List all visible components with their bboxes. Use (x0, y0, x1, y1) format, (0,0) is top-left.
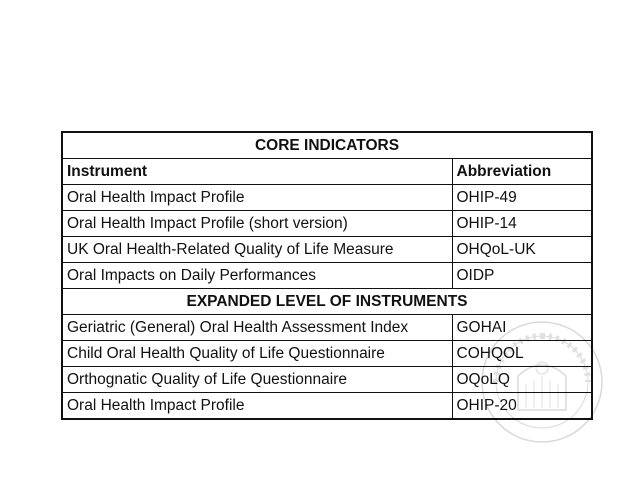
column-header-row (62, 159, 592, 185)
instrument-cell: Oral Health Impact Profile (62, 185, 452, 211)
instrument-cell: UK Oral Health-Related Quality of Life Measure (62, 237, 452, 263)
instrument-column-header: Instrument (62, 159, 452, 185)
expanded-level-title-row (62, 289, 592, 315)
core-indicators-title-row (62, 132, 592, 159)
expanded-level-title: EXPANDED LEVEL OF INSTRUMENTS (62, 289, 592, 315)
core-indicators-title: CORE INDICATORS (62, 132, 592, 159)
abbreviation-cell: GOHAI (452, 315, 592, 341)
instruments-table (61, 131, 593, 420)
abbreviation-cell: OQoLQ (452, 367, 592, 393)
instrument-cell: Oral Health Impact Profile (62, 393, 452, 420)
instrument-cell: Oral Impacts on Daily Performances (62, 263, 452, 289)
abbreviation-cell: OIDP (452, 263, 592, 289)
instrument-cell: Geriatric (General) Oral Health Assessment Index (62, 315, 452, 341)
table-row (62, 367, 592, 393)
instrument-cell: Oral Health Impact Profile (short version) (62, 211, 452, 237)
table-row (62, 393, 592, 420)
table-row (62, 185, 592, 211)
table-row (62, 237, 592, 263)
abbreviation-cell: OHQoL-UK (452, 237, 592, 263)
table-row (62, 341, 592, 367)
abbreviation-column-header: Abbreviation (452, 159, 592, 185)
instrument-cell: Orthognatic Quality of Life Questionnaire (62, 367, 452, 393)
table-row (62, 315, 592, 341)
abbreviation-cell: OHIP-49 (452, 185, 592, 211)
table-row (62, 211, 592, 237)
abbreviation-cell: OHIP-20 (452, 393, 592, 420)
table-row (62, 263, 592, 289)
instrument-cell: Child Oral Health Quality of Life Questionnaire (62, 341, 452, 367)
abbreviation-cell: COHQOL (452, 341, 592, 367)
abbreviation-cell: OHIP-14 (452, 211, 592, 237)
